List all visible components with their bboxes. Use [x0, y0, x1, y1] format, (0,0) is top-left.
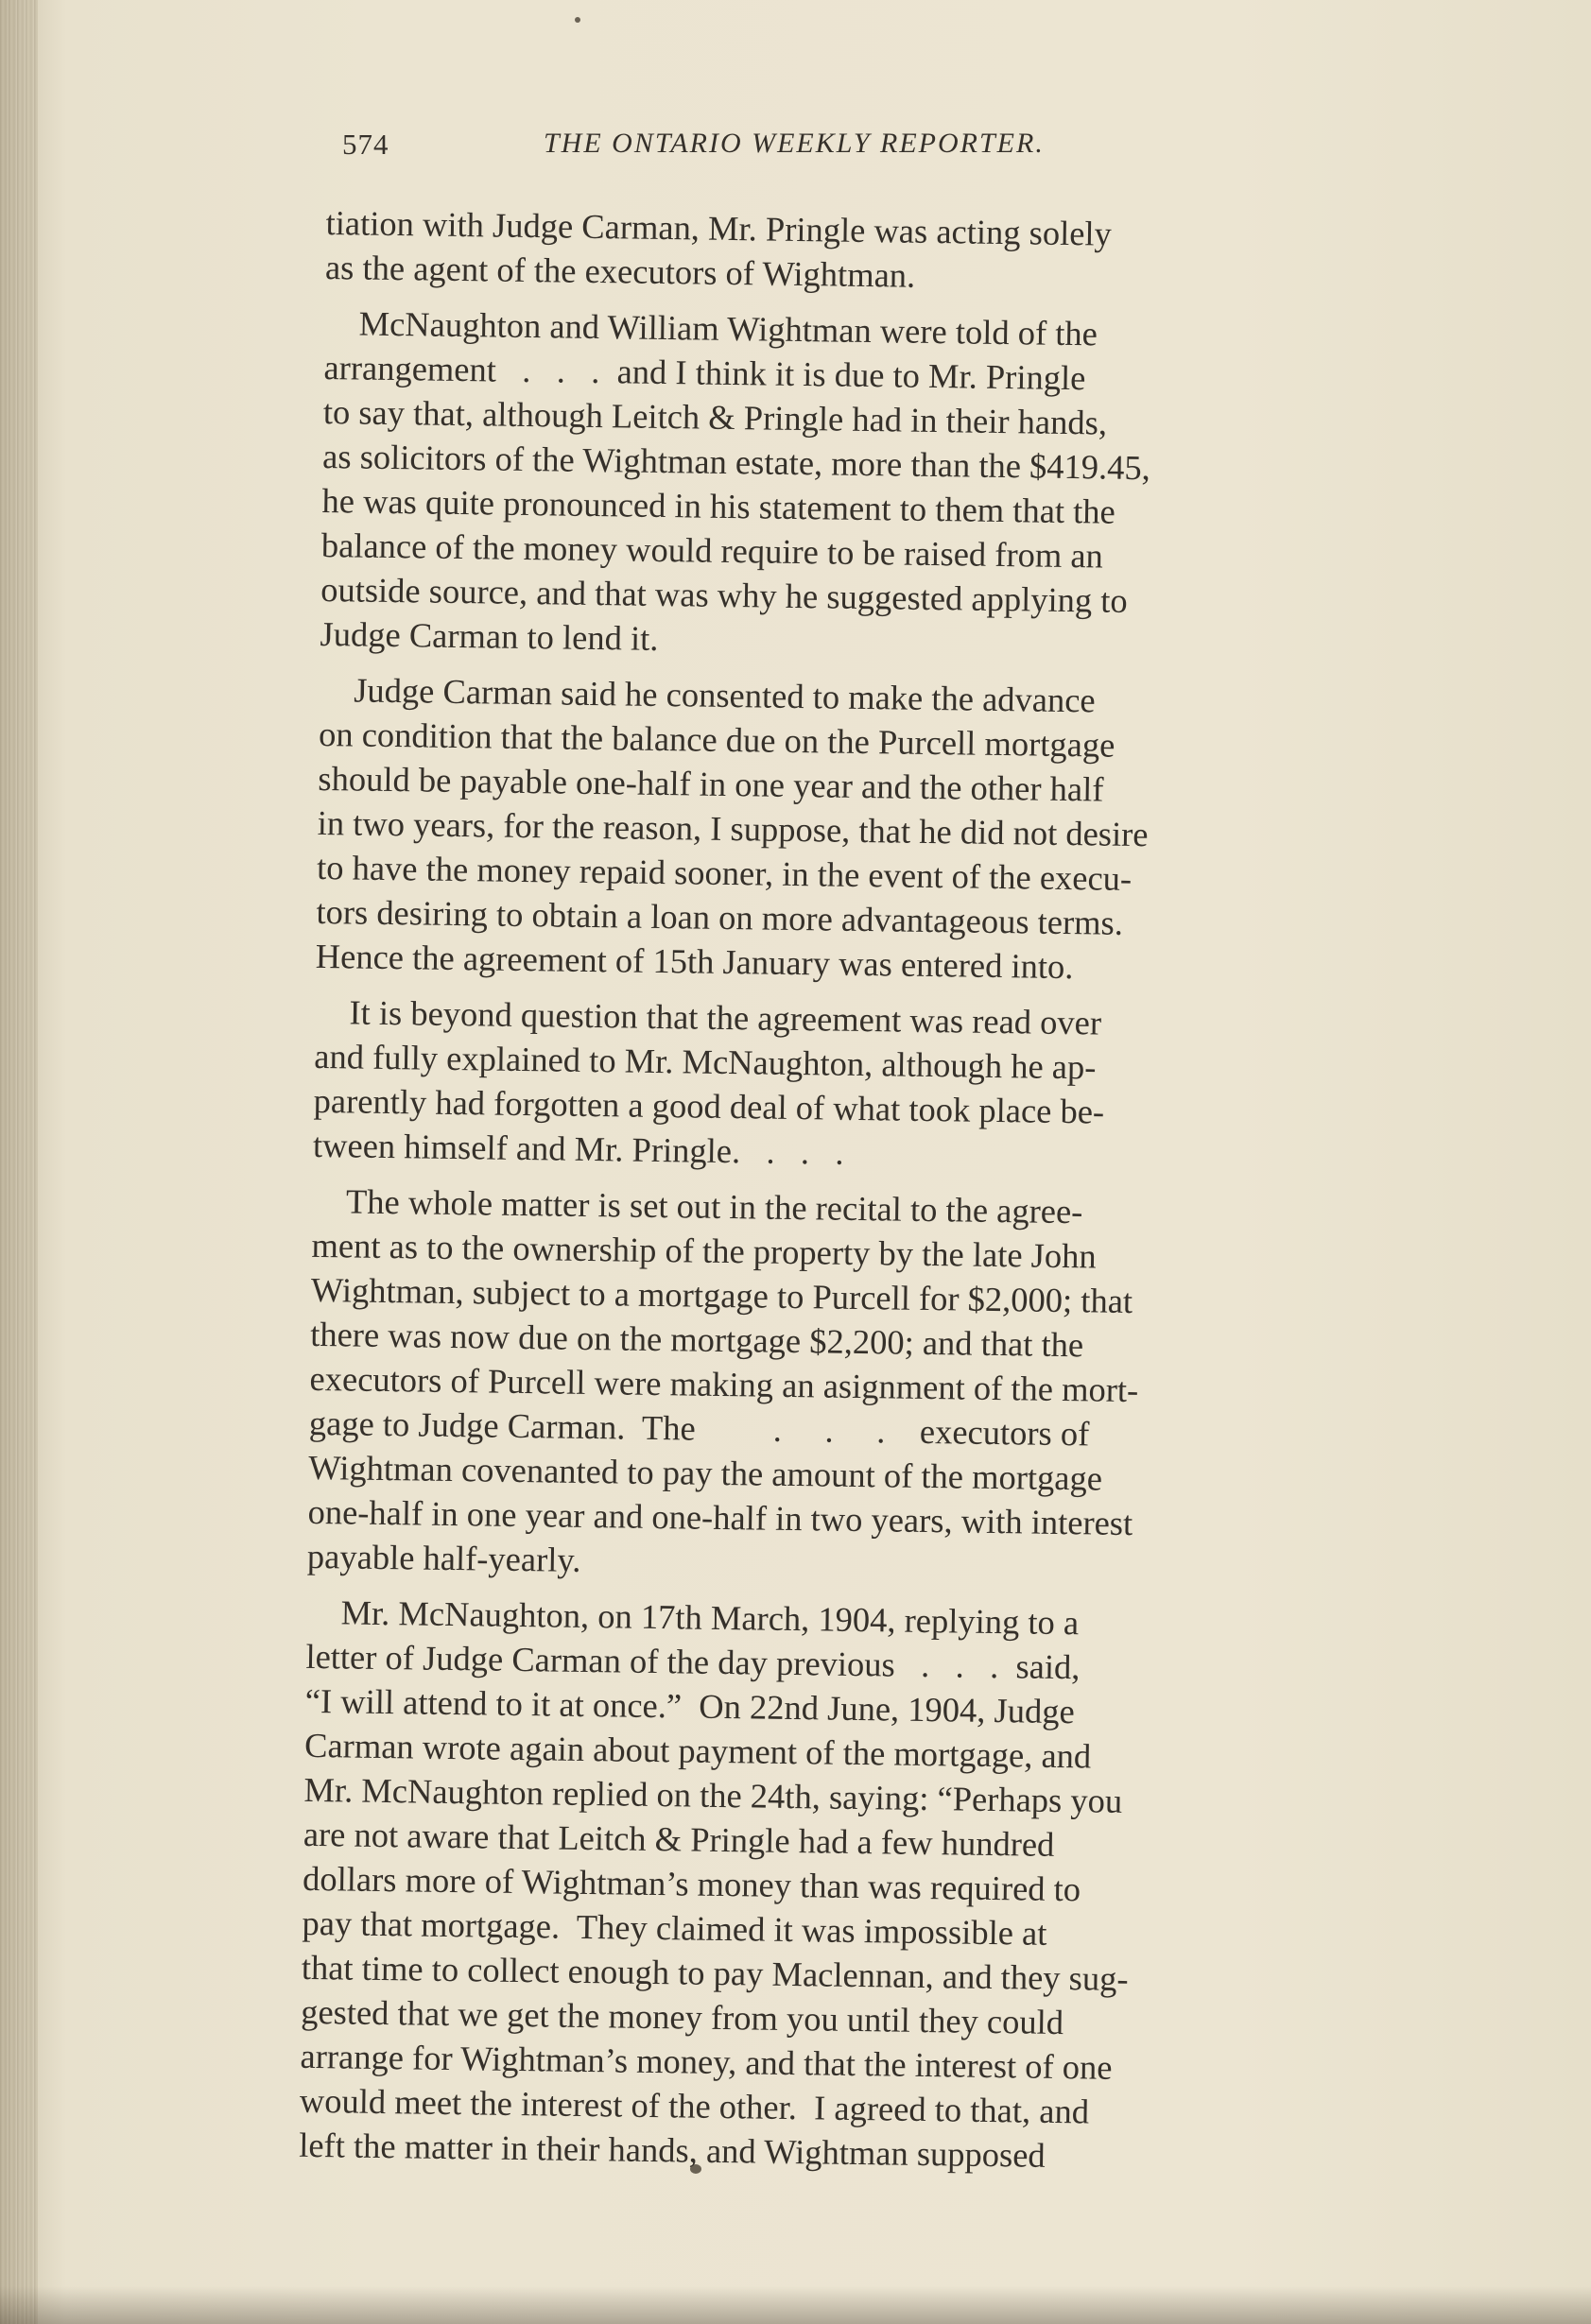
text-line: one-half in one year and one-half in two years, with interest [307, 1491, 1133, 1543]
book-gutter [0, 0, 38, 2324]
text-line: should be payable one-half in one year and the other half [318, 758, 1104, 809]
text-line: arrangement . . . and I think it is due to Mr. Pringle [323, 347, 1086, 398]
body-text [299, 200, 1366, 2181]
text-line: would meet the interest of the other. I agreed to that, and [299, 2080, 1090, 2131]
text-line: gage to Judge Carman. The . . . executors of [308, 1403, 1090, 1454]
paragraph [320, 301, 1364, 670]
paragraph [325, 200, 1366, 303]
text-line: as solicitors of the Wightman estate, more than the $419.45, [321, 436, 1151, 488]
text-line: executors of Purcell were making an asignment of the mort- [309, 1358, 1139, 1410]
text-line: to have the money repaid sooner, in the event of the execu- [316, 847, 1133, 898]
text-line: “I will attend to it at once.” On 22nd June, 1904, Judge [304, 1680, 1076, 1731]
text-line: Wightman, subject to a mortgage to Purcell for $2,000; that [310, 1269, 1133, 1321]
text-line: It is beyond question that the agreement was read over [314, 991, 1102, 1042]
text-line: tween himself and Mr. Pringle. . . . [312, 1125, 844, 1172]
text-line: Judge Carman said he consented to make the advance [319, 669, 1096, 720]
text-line: McNaughton and William Wightman were told of the [323, 302, 1098, 353]
text-line: parently had forgotten a good deal of what took place be- [313, 1080, 1105, 1131]
running-head: THE ONTARIO WEEKLY REPORTER. [544, 128, 1045, 159]
text-line: balance of the money would require to be raised from an [320, 525, 1104, 576]
text-line: are not aware that Leitch & Pringle had a few hundred [303, 1814, 1055, 1864]
text-line: ment as to the ownership of the property by the late John [311, 1225, 1097, 1276]
text-line: letter of Judge Carman of the day previous . . . said, [305, 1636, 1081, 1687]
text-line: Carman wrote again about payment of the mortgage, and [303, 1725, 1092, 1776]
text-line: that time to collect enough to pay Maclennan, and they sug- [301, 1947, 1129, 1999]
paragraph [313, 990, 1356, 1181]
paragraph [299, 1590, 1346, 2181]
text-line: there was now due on the mortgage $2,200; and that the [309, 1314, 1084, 1365]
text-line: as the agent of the executors of Wightman. [324, 247, 916, 295]
text-line: tors desiring to obtain a loan on more advantageous terms. [316, 891, 1124, 942]
text-line: Wightman covenanted to pay the amount of the mortgage [307, 1447, 1103, 1498]
text-line: Mr. McNaughton, on 17th March, 1904, replying to a [305, 1592, 1080, 1643]
paragraph [316, 667, 1359, 992]
text-line: outside source, and that was why he suggested applying to [320, 569, 1128, 620]
text-line: payable half-yearly. [306, 1536, 581, 1579]
text-line: pay that mortgage. They claimed it was impossible at [302, 1902, 1047, 1953]
text-line: on condition that the balance due on the Purcell mortgage [318, 714, 1115, 765]
text-line: and fully explained to Mr. McNaughton, although he ap- [314, 1036, 1097, 1087]
text-line: Hence the agreement of 15th January was entered into. [315, 936, 1074, 987]
text-line: dollars more of Wightman’s money than was required to [302, 1858, 1081, 1909]
text-line: The whole matter is set out in the recital to the agree- [311, 1180, 1083, 1231]
text-line: gested that we get the money from you until they could [300, 1991, 1064, 2042]
page-number: 574 [342, 128, 389, 161]
text-line: left the matter in their hands, and Wightman supposed [298, 2125, 1046, 2175]
text-line: tiation with Judge Carman, Mr. Pringle was acting solely [325, 202, 1113, 253]
text-line: Mr. McNaughton replied on the 24th, saying: “Perhaps you [303, 1769, 1123, 1820]
speck-top [575, 17, 580, 23]
text-line: Judge Carman to lend it. [320, 613, 659, 658]
text-line: he was quite pronounced in his statement to them that the [321, 480, 1116, 531]
page-bottom-shadow [0, 2286, 1591, 2324]
paragraph [307, 1179, 1353, 1592]
text-line: to say that, although Leitch & Pringle had in their hands, [322, 391, 1108, 442]
text-line: in two years, for the reason, I suppose, that he did not desire [317, 802, 1149, 854]
text-line: arrange for Wightman’s money, and that the interest of one [300, 2036, 1113, 2087]
page-header [342, 128, 1259, 175]
